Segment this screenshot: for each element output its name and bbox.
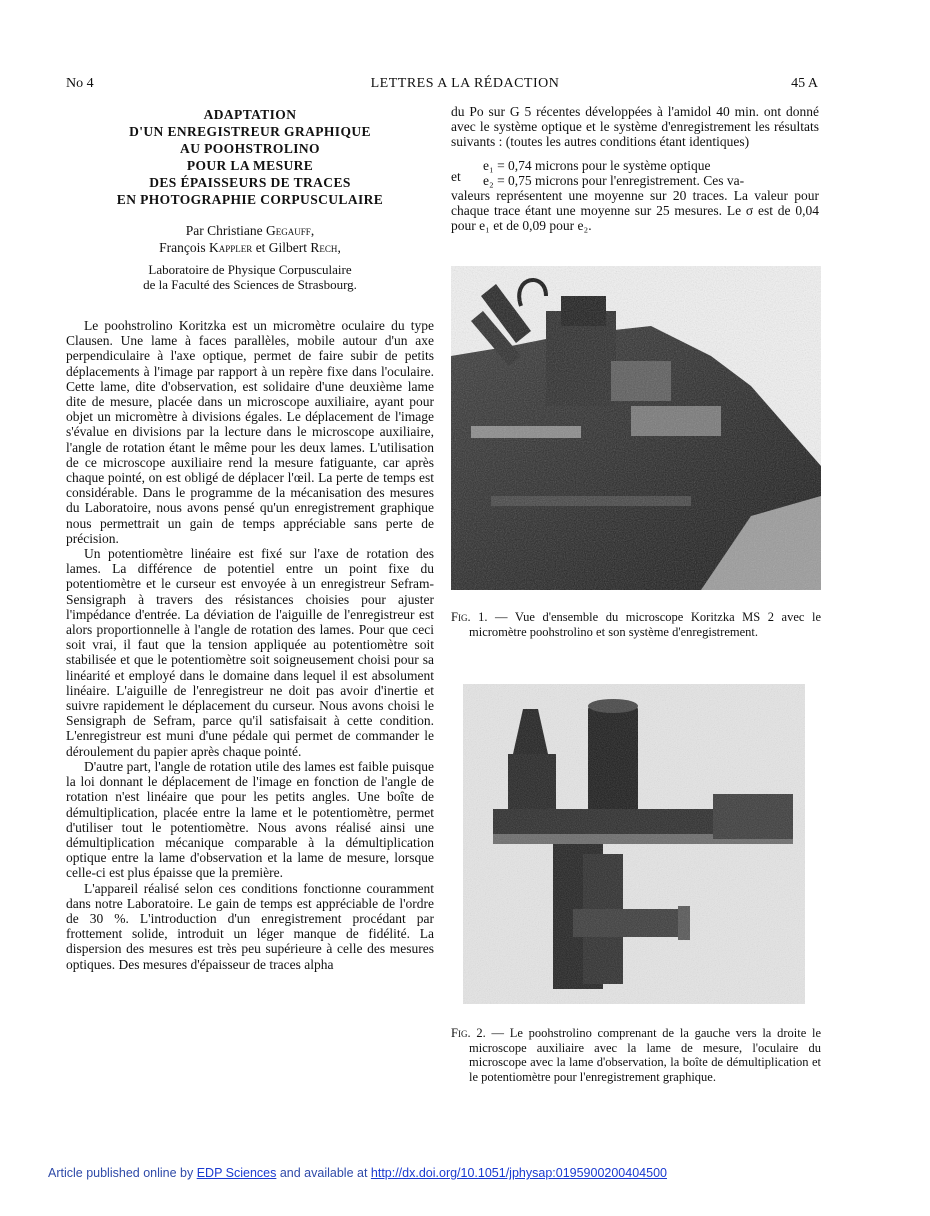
publisher-link[interactable]: EDP Sciences (196, 1166, 277, 1180)
author-name: Rech (310, 240, 338, 255)
formula-e1: e₁ = 0,74 microns pour le système optique (483, 157, 711, 173)
paragraph: Le poohstrolino Koritzka est un micromètre oculaire du type Clausen. Une lame à faces parallèles, mobile autour d'un axe perpendiculaire à l'axe optique, permet de faire subir de petits déplacements à l'image par rapport à un repère fixe dans l'oculaire. Cette lame, dite d'observation, est solidaire d'une deuxième lame dite de mesure, placée dans un microscope auxiliaire, ayant pour objet un micromètre à divisions égales. Le déplacement de l'image s'évalue en divisions par la lecture dans le microscope auxiliaire, l'angle de rotation étant le même pour les deux lames. L'utilisation de ce microscope auxiliaire rend la mesure fatiguante, car après chaque pointé, on est obligé de déplacer l'œil. La perte de temps est considérable. Dans le programme de la mécanisation des mesures du Laboratoire, nous avons pensé qu'un enregistrement graphique nous permettrait un gain de temps appréciable sans perte de précision. (66, 318, 434, 546)
doi-link[interactable]: http://dx.doi.org/10.1051/jphysap:0195900200404500 (370, 1166, 667, 1180)
right-column (451, 104, 819, 234)
figure-1-caption-text: — Vue d'ensemble du microscope Koritzka MS 2 avec le micromètre poohstrolino et son système d'enregistrement. (469, 610, 822, 639)
authors-line-2 (66, 239, 434, 256)
formula-lines (483, 158, 819, 188)
figure-1-label: Fig. 1. (451, 610, 488, 624)
authors-prefix: Par Christiane (185, 223, 267, 238)
paragraph: valeurs représentent une moyenne sur 20 traces. La valeur pour chaque trace étant une moyenne sur 25 mesures. Le σ est de 0,04 pour e₁ et de 0,09 pour e₂. (451, 188, 819, 234)
et-label: et (451, 168, 461, 184)
paragraph: L'appareil réalisé selon ces conditions fonctionne couramment dans notre Laboratoire. Le gain de temps est appréciable de l'ordre de 30 %. L'introduction d'un enregistrement procédant par frottement solide, introduit un léger manque de fidélité. La dispersion des mesures est très peu supérieure à celle des mesures optiques. Des mesures d'épaisseur de traces alpha (66, 880, 434, 972)
paragraph: Un potentiomètre linéaire est fixé sur l'axe de rotation des lames. La différence de potentiel entre un point fixe du potentiomètre et le curseur est envoyée à un enregistreur Sefram-Sensigraph à travers des résistances choisies pour ajuster l'impédance d'entrée. La déviation de l'aiguille de l'enregistreur est alors proportionnelle à l'angle de rotation des lames. Pour que ceci soit vrai, il faut que la tension appliquée au potentiomètre soit stabilisée et que le potentiomètre soit soigneusement choisi pour sa linéarité et employé dans le domaine dans lequel il est absolument linéaire. L'aiguille de l'enregistreur ne doit pas avoir d'inertie et suivre rapidement le déplacement du curseur. Nous avons choisi le Sensigraph de Sefram, parce qu'il satisfaisait à cette condition. L'enregistreur est muni d'une pédale qui permet de commander le déroulement du papier après chaque pointé. (66, 546, 434, 759)
title-line: DES ÉPAISSEURS DE TRACES (149, 175, 351, 190)
authors-conjunction: et Gilbert (252, 240, 311, 255)
paragraph: du Po sur G 5 récentes développées à l'amidol 40 min. ont donné avec le système optique et le système d'enregistrement les résultats suivants : (toutes les autres conditions étant identiques) (451, 104, 819, 150)
figure-1-photo (451, 266, 821, 590)
authors (66, 222, 434, 256)
affiliation-line: Laboratoire de Physique Corpusculaire (148, 262, 352, 277)
figure-2-photo (463, 684, 805, 1004)
figure-2-label: Fig. 2. (451, 1026, 486, 1040)
title-line: AU POOHSTROLINO (180, 141, 320, 156)
page-number: 45 A (791, 76, 818, 91)
article-title (66, 106, 434, 208)
figure-1-caption (451, 610, 821, 639)
formula-e2: e₂ = 0,75 microns pour l'enregistrement. Ces va- (483, 172, 745, 188)
authors-line-1 (66, 222, 434, 239)
left-column (66, 106, 434, 972)
paragraph: D'autre part, l'angle de rotation utile des lames est faible puisque la loi donnant le déplacement de l'image en fonction de l'angle de rotation n'est linéaire que pour les petits angles. Une boîte de démultiplication, placée entre la lame et le potentiomètre, permet d'utiliser tout le potentiomètre. Nous avons réalisé ainsi une démultiplication mécanique comparable à la démultiplication optique entre la lame d'observation et la lame de mesure, lorsque celle-ci est plus épaisse que la première. (66, 758, 434, 881)
title-line: D'UN ENREGISTREUR GRAPHIQUE (129, 124, 371, 139)
affiliation (66, 262, 434, 292)
title-line: POUR LA MESURE (186, 158, 314, 173)
author-first-name: François (159, 240, 210, 255)
author-name: Kappler (209, 240, 253, 255)
article-body (66, 318, 434, 972)
footer-middle: and available at (276, 1166, 371, 1180)
title-line: EN PHOTOGRAPHIE CORPUSCULAIRE (116, 192, 384, 207)
authors-punct: , (337, 240, 341, 255)
title-line: ADAPTATION (203, 107, 297, 122)
authors-punct: , (310, 223, 315, 238)
results-formulas (451, 158, 819, 188)
footer-prefix: Article published online by (48, 1166, 197, 1180)
running-header-title: LETTRES A LA RÉDACTION (370, 76, 560, 91)
publisher-footer (48, 1166, 667, 1180)
figure-2-caption-text: — Le poohstrolino comprenant de la gauche vers la droite le microscope auxiliaire avec la lame de mesure, l'oculaire du microscope avec la lame d'observation, la boîte de démultiplication et le potentiomètre pour l'enregistrement graphique. (469, 1026, 822, 1084)
author-name: Gegauff (266, 223, 311, 238)
figure-2-caption (451, 1026, 821, 1084)
issue-number: No 4 (66, 76, 94, 91)
affiliation-line: de la Faculté des Sciences de Strasbourg. (143, 277, 357, 292)
